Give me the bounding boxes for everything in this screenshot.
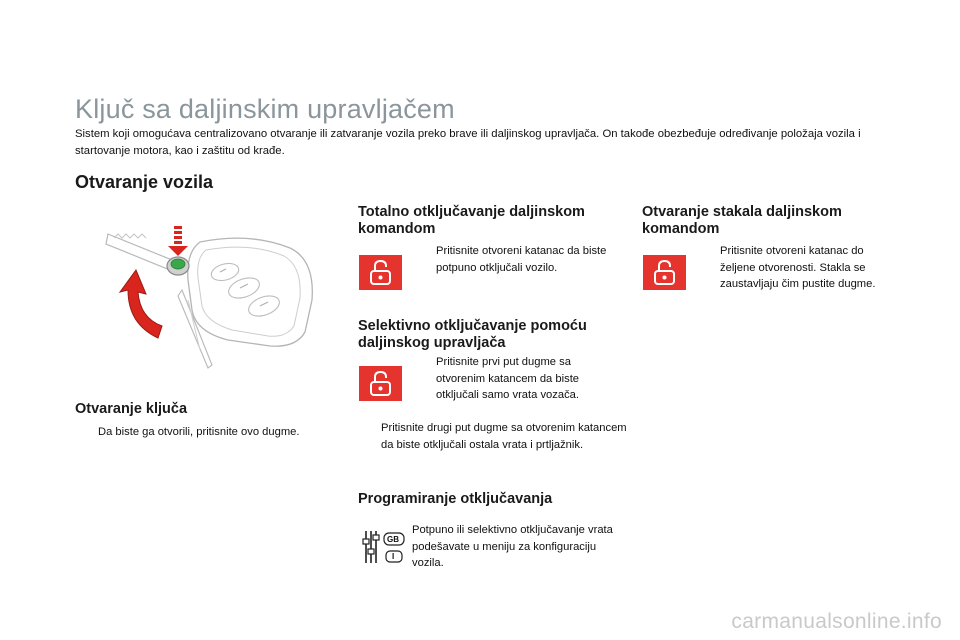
settings-sliders-icon <box>360 527 406 567</box>
unlock-button-tile <box>359 366 402 401</box>
watermark: carmanualsonline.info <box>731 610 942 633</box>
bullet-text: Pritisnite drugi put dugme sa otvorenim katancem da biste otključali ostala vrata i prtljažnik. <box>381 422 627 451</box>
intro-paragraph: Sistem koji omogućava centralizovano otvaranje ili zatvaranje vozila preko brave ili daljinskog upravljača. On takođe obezbeđuje određivanje položaja vozila i startovanje motora, kao i zaštitu od krađe. <box>75 128 861 157</box>
key-fob-drawing <box>100 220 335 385</box>
open-padlock-icon <box>359 366 402 401</box>
config-icon-label-i: I <box>392 552 395 561</box>
bullet-text: Pritisnite otvoreni katanac da biste potpuno otključali vozilo. <box>436 245 607 274</box>
bullet-selective-first <box>418 354 608 404</box>
open-padlock-icon <box>643 255 686 290</box>
press-arrow <box>168 226 188 256</box>
key-illustration <box>100 220 335 385</box>
config-icon-label-gb: GB <box>387 535 399 544</box>
bullet-text: Pritisnite otvoreni katanac do željene otvorenosti. Stakla se zaustavljaju čim pustite dugme. <box>720 245 876 290</box>
section-heading-opening-vehicle: Otvaranje vozila <box>75 172 214 192</box>
bullet-selective-second <box>363 420 628 453</box>
bullet-text: Pritisnite prvi put dugme sa otvorenim katancem da biste otključali samo vrata vozača. <box>436 356 580 401</box>
bullet-window-opening <box>702 243 897 293</box>
heading-selective-unlocking: Selektivno otključavanje pomoću daljinskog upravljača <box>358 318 587 351</box>
bullet-text: Da biste ga otvorili, pritisnite ovo dugme. <box>98 426 300 438</box>
bullet-total-unlocking <box>418 243 608 276</box>
heading-total-unlocking: Totalno otključavanje daljinskom komandom <box>358 204 585 237</box>
heading-window-opening: Otvaranje stakala daljinskom komandom <box>642 204 842 237</box>
page-title: Ključ sa daljinskim upravljačem <box>75 94 455 124</box>
bullet-opening-key <box>82 424 342 441</box>
config-menu-icon <box>360 527 406 567</box>
heading-programming-unlocking: Programiranje otključavanja <box>358 491 553 507</box>
heading-opening-key: Otvaranje ključa <box>75 401 188 417</box>
unlock-button-tile <box>359 255 402 290</box>
programming-text: Potpuno ili selektivno otključavanje vrata podešavate u meniju za konfiguraciju vozila. <box>412 524 613 569</box>
open-padlock-icon <box>359 255 402 290</box>
unlock-button-tile <box>643 255 686 290</box>
